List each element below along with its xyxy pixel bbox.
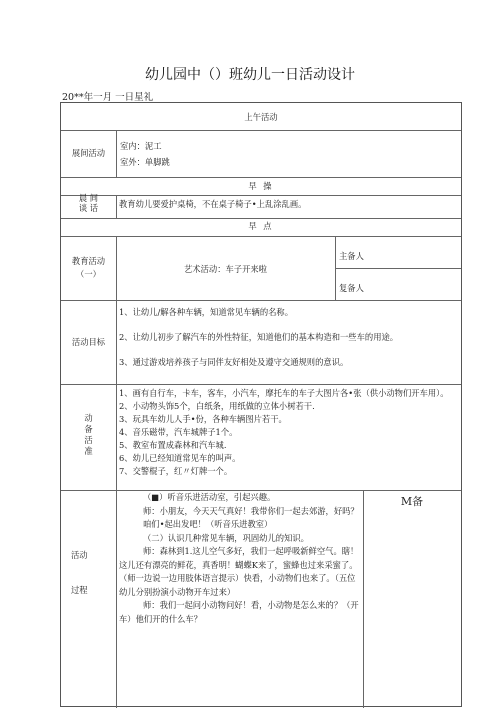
prep-list [119, 387, 459, 478]
goal-item: 1、让幼儿/解各种车辆，知道常见车辆的名称。 [119, 307, 294, 317]
morning-snack: 早 点 [248, 221, 274, 231]
prep-label [61, 413, 116, 457]
activity-table [60, 102, 462, 707]
process-label-line2: 过程 [71, 585, 88, 595]
preparer-label: 主备人 [339, 251, 364, 261]
process-paragraph: 师：森林到1.这儿空气多好，我们一起呼吸新鲜空气。瞎！这儿还有漂亮的鲜花，真香明！蝴蝶K来了，蜜蜂也过来采蜜了。（师一边说一边用肢体语言提示）快看，小动物们也来了。（五位幼儿分别扮演小动物开车过来） [119, 546, 359, 597]
morning-exercise: 早 操 [248, 181, 274, 191]
indoor-activity: 室内：泥工 [120, 141, 162, 151]
prep-label-char: 备 [84, 424, 93, 434]
date-line: 20**年一月 一日星礼 [62, 92, 154, 103]
goal-item: 3、通过游戏培养孩子与同伴友好相处及遵守交通规则的意识。 [119, 357, 349, 367]
process-paragraph: （■）听音乐进活动室，引起兴趣。 [143, 492, 276, 502]
goals-label: 活动目标 [71, 337, 106, 347]
edu-activity-name: 艺术活动：车子开来啦 [184, 264, 267, 274]
edu-activity-label-line2: （一） [76, 269, 101, 279]
process-label-line1: 活动 [71, 550, 88, 560]
process-paragraph: 师：小朋友，今天天气真好！我带你们一起去郊游，好吗？ [143, 505, 359, 516]
prep-item: 2、小动物头饰5个，白纸条，用纸做的立体小树若干. [119, 401, 315, 411]
prep-label-char: 准 [84, 446, 93, 456]
prep-item: 5、教室布置成森林和汽车城. [119, 440, 227, 450]
outdoor-activity: 室外：单脚跳 [120, 157, 170, 167]
process-paragraph: 咱们•起出发吧！（听音乐进教室） [143, 519, 273, 529]
prep-item: 6、幼儿已经知道常见车的叫声。 [119, 453, 241, 463]
goals-list [119, 305, 459, 369]
page-title: 幼儿园中（）班幼儿一日活动设计 [145, 67, 355, 83]
prep-item: 4、音乐磁带，汽车城牌子1个。 [119, 427, 238, 437]
goal-item: 2、让幼儿初步了解汽车的外性特征，知道他们的基本构造和一些车的用途。 [119, 332, 399, 342]
edu-activity-label [61, 255, 116, 281]
morning-talk-label [61, 193, 116, 213]
process-note: M备 [400, 495, 424, 508]
morning-talk-label-line1: 晨 间 [78, 193, 99, 203]
morning-talk-label-line2: 谈 话 [78, 203, 99, 213]
unfold-activity-label: 展间活动 [71, 148, 106, 158]
process-content [119, 491, 359, 626]
prep-item: 7、交警棍子，红〃灯牌一个。 [119, 466, 233, 476]
process-paragraph: 师：我们一起问小动物问好！看，小动物是怎么来的？（开车）他们开的什么车？ [119, 600, 359, 624]
prep-label-char: 动 [84, 413, 93, 423]
prep-item: 3、玩具车幼儿人手•份，各种车辆图片若干。 [119, 414, 287, 424]
process-paragraph: （二）认识几种常见车辆，巩固幼儿的知识。 [143, 532, 309, 543]
co-preparer-label: 复备人 [339, 283, 364, 293]
edu-activity-label-line1: 教育活动 [71, 256, 106, 266]
prep-item: 1、画有自行车，卡车，客车，小汽车，摩托车的车子大图片各•张（供小动物们开车用）。 [119, 388, 449, 398]
morning-talk-content: 教育幼儿要爱护桌椅，不在桌子椅子•上乱涂乱画。 [119, 199, 307, 209]
morning-activity-header: 上午活动 [244, 112, 278, 122]
prep-label-char: 活 [84, 435, 93, 445]
